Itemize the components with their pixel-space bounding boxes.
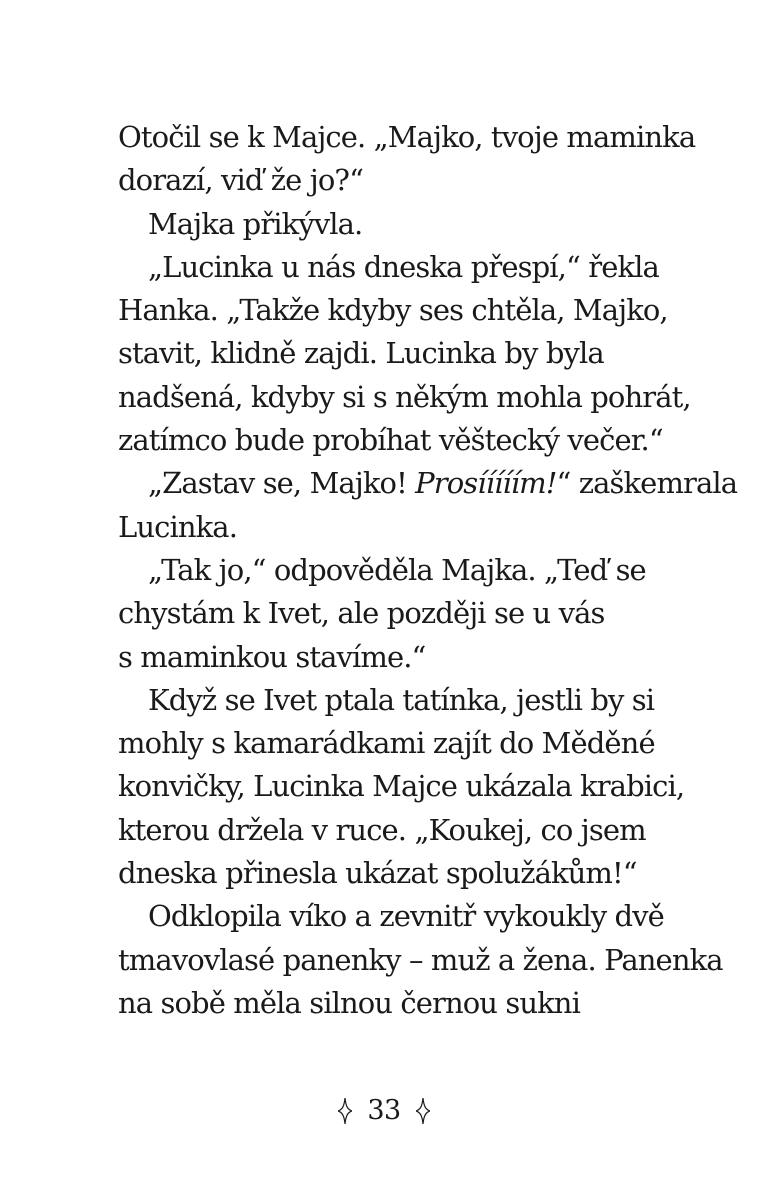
text-line: s maminkou stavíme.“ [118, 639, 426, 674]
text-line: stavit, klidně zajdi. Lucinka by byla [118, 336, 604, 371]
four-point-star-icon [416, 1098, 430, 1124]
text-line: na sobě měla silnou černou sukni [118, 985, 580, 1020]
text-line: chystám k Ivet, ale později se u vás [118, 596, 605, 631]
body-text [118, 116, 738, 1025]
text-line: nadšená, kdyby si s někým mohla pohrát, [118, 379, 691, 414]
text-line: dneska přinesla ukázat spolužákům!“ [118, 856, 637, 891]
text-run: „Zastav se, Majko! [148, 466, 416, 501]
text-line: konvičky, Lucinka Majce ukázala krabici, [118, 769, 685, 804]
italic-text: Prosííííím! [415, 466, 557, 501]
text-line: Když se Ivet ptala tatínka, jestli by si [148, 682, 655, 717]
text-line: zatímco bude probíhat věštecký večer.“ [118, 423, 663, 458]
text-run: “ zaškemrala [556, 466, 738, 501]
text-line: „Tak jo,“ odpověděla Majka. „Teď se [148, 552, 646, 587]
text-line: Hanka. „Takže kdyby ses chtěla, Majko, [118, 293, 668, 328]
four-point-star-icon [338, 1098, 352, 1124]
text-line: „Lucinka u nás dneska přespí,“ řekla [148, 249, 659, 284]
text-line: Otočil se k Majce. „Majko, tvoje maminka [118, 120, 696, 154]
text-line: Lucinka. [118, 509, 238, 544]
text-line: kterou držela v ruce. „Koukej, co jsem [118, 812, 646, 847]
text-line: Odklopila víko a zevnitř vykoukly dvě [148, 899, 664, 934]
text-line: mohly s kamarádkami zajít do Měděné [118, 726, 655, 761]
text-line: tmavovlasé panenky – muž a žena. Panenka [118, 942, 723, 977]
page-footer [0, 1088, 768, 1133]
text-line [118, 462, 738, 505]
page-number: 33 [367, 1094, 401, 1126]
text-line: Majka přikývla. [148, 206, 363, 241]
text-line: dorazí, viď že jo?“ [118, 163, 363, 198]
